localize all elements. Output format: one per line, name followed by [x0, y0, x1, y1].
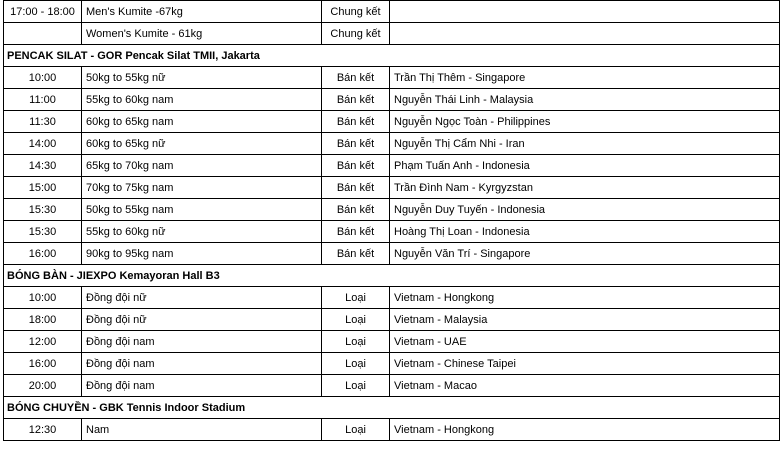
table-row	[4, 133, 780, 155]
match-cell: Nguyễn Duy Tuyến - Indonesia	[390, 199, 780, 221]
event-cell: 55kg to 60kg nam	[82, 89, 322, 111]
event-cell: Nam	[82, 419, 322, 441]
time-cell	[4, 23, 82, 45]
event-cell: 55kg to 60kg nữ	[82, 221, 322, 243]
match-cell: Vietnam - UAE	[390, 331, 780, 353]
table-row	[4, 287, 780, 309]
time-cell: 12:00	[4, 331, 82, 353]
match-cell: Vietnam - Macao	[390, 375, 780, 397]
table-row	[4, 309, 780, 331]
event-cell: Đồng đội nữ	[82, 287, 322, 309]
round-cell: Bán kết	[322, 243, 390, 265]
round-cell: Bán kết	[322, 89, 390, 111]
time-cell: 14:00	[4, 133, 82, 155]
time-cell: 11:30	[4, 111, 82, 133]
round-cell: Loại	[322, 419, 390, 441]
section-title: PENCAK SILAT - GOR Pencak Silat TMII, Jakarta	[4, 45, 780, 67]
table-row	[4, 23, 780, 45]
match-cell: Nguyễn Thị Cẩm Nhi - Iran	[390, 133, 780, 155]
table-row	[4, 177, 780, 199]
event-cell: Đồng đội nam	[82, 353, 322, 375]
round-cell: Chung kết	[322, 23, 390, 45]
round-cell: Loại	[322, 309, 390, 331]
event-cell: 50kg to 55kg nam	[82, 199, 322, 221]
table-row	[4, 155, 780, 177]
match-cell: Hoàng Thị Loan - Indonesia	[390, 221, 780, 243]
section-header-pencak-silat	[4, 45, 780, 67]
round-cell: Loại	[322, 375, 390, 397]
time-cell: 17:00 - 18:00	[4, 1, 82, 23]
table-row	[4, 243, 780, 265]
event-cell: Đồng đội nam	[82, 375, 322, 397]
match-cell: Nguyễn Ngọc Toàn - Philippines	[390, 111, 780, 133]
match-cell: Trần Thị Thêm - Singapore	[390, 67, 780, 89]
event-cell: 60kg to 65kg nữ	[82, 133, 322, 155]
match-cell: Vietnam - Malaysia	[390, 309, 780, 331]
match-cell	[390, 1, 780, 23]
table-row	[4, 89, 780, 111]
event-cell: 65kg to 70kg nam	[82, 155, 322, 177]
time-cell: 15:30	[4, 221, 82, 243]
round-cell: Loại	[322, 331, 390, 353]
table-row	[4, 111, 780, 133]
round-cell: Bán kết	[322, 155, 390, 177]
section-header-bong-chuyen	[4, 397, 780, 419]
table-row	[4, 199, 780, 221]
event-cell: 60kg to 65kg nam	[82, 111, 322, 133]
match-cell: Nguyễn Văn Trí - Singapore	[390, 243, 780, 265]
event-cell: Women's Kumite - 61kg	[82, 23, 322, 45]
time-cell: 11:00	[4, 89, 82, 111]
table-row	[4, 1, 780, 23]
event-cell: Đồng đội nữ	[82, 309, 322, 331]
table-row	[4, 221, 780, 243]
event-cell: 90kg to 95kg nam	[82, 243, 322, 265]
section-header-bong-ban	[4, 265, 780, 287]
match-cell: Trần Đình Nam - Kyrgyzstan	[390, 177, 780, 199]
time-cell: 16:00	[4, 243, 82, 265]
table-row	[4, 375, 780, 397]
round-cell: Bán kết	[322, 221, 390, 243]
match-cell	[390, 23, 780, 45]
table-row	[4, 67, 780, 89]
section-title: BÓNG CHUYỀN - GBK Tennis Indoor Stadium	[4, 397, 780, 419]
time-cell: 15:30	[4, 199, 82, 221]
round-cell: Chung kết	[322, 1, 390, 23]
event-cell: 70kg to 75kg nam	[82, 177, 322, 199]
schedule-table	[3, 0, 780, 441]
match-cell: Nguyễn Thái Linh - Malaysia	[390, 89, 780, 111]
time-cell: 16:00	[4, 353, 82, 375]
event-cell: Men's Kumite -67kg	[82, 1, 322, 23]
round-cell: Bán kết	[322, 67, 390, 89]
round-cell: Bán kết	[322, 177, 390, 199]
table-row	[4, 353, 780, 375]
round-cell: Bán kết	[322, 111, 390, 133]
time-cell: 14:30	[4, 155, 82, 177]
section-title: BÓNG BÀN - JIEXPO Kemayoran Hall B3	[4, 265, 780, 287]
table-row	[4, 331, 780, 353]
table-row	[4, 419, 780, 441]
match-cell: Vietnam - Hongkong	[390, 419, 780, 441]
round-cell: Bán kết	[322, 133, 390, 155]
round-cell: Bán kết	[322, 199, 390, 221]
event-cell: 50kg to 55kg nữ	[82, 67, 322, 89]
event-cell: Đồng đội nam	[82, 331, 322, 353]
time-cell: 18:00	[4, 309, 82, 331]
time-cell: 10:00	[4, 287, 82, 309]
match-cell: Vietnam - Hongkong	[390, 287, 780, 309]
time-cell: 12:30	[4, 419, 82, 441]
match-cell: Vietnam - Chinese Taipei	[390, 353, 780, 375]
time-cell: 10:00	[4, 67, 82, 89]
time-cell: 15:00	[4, 177, 82, 199]
round-cell: Loại	[322, 353, 390, 375]
round-cell: Loại	[322, 287, 390, 309]
match-cell: Phạm Tuấn Anh - Indonesia	[390, 155, 780, 177]
time-cell: 20:00	[4, 375, 82, 397]
